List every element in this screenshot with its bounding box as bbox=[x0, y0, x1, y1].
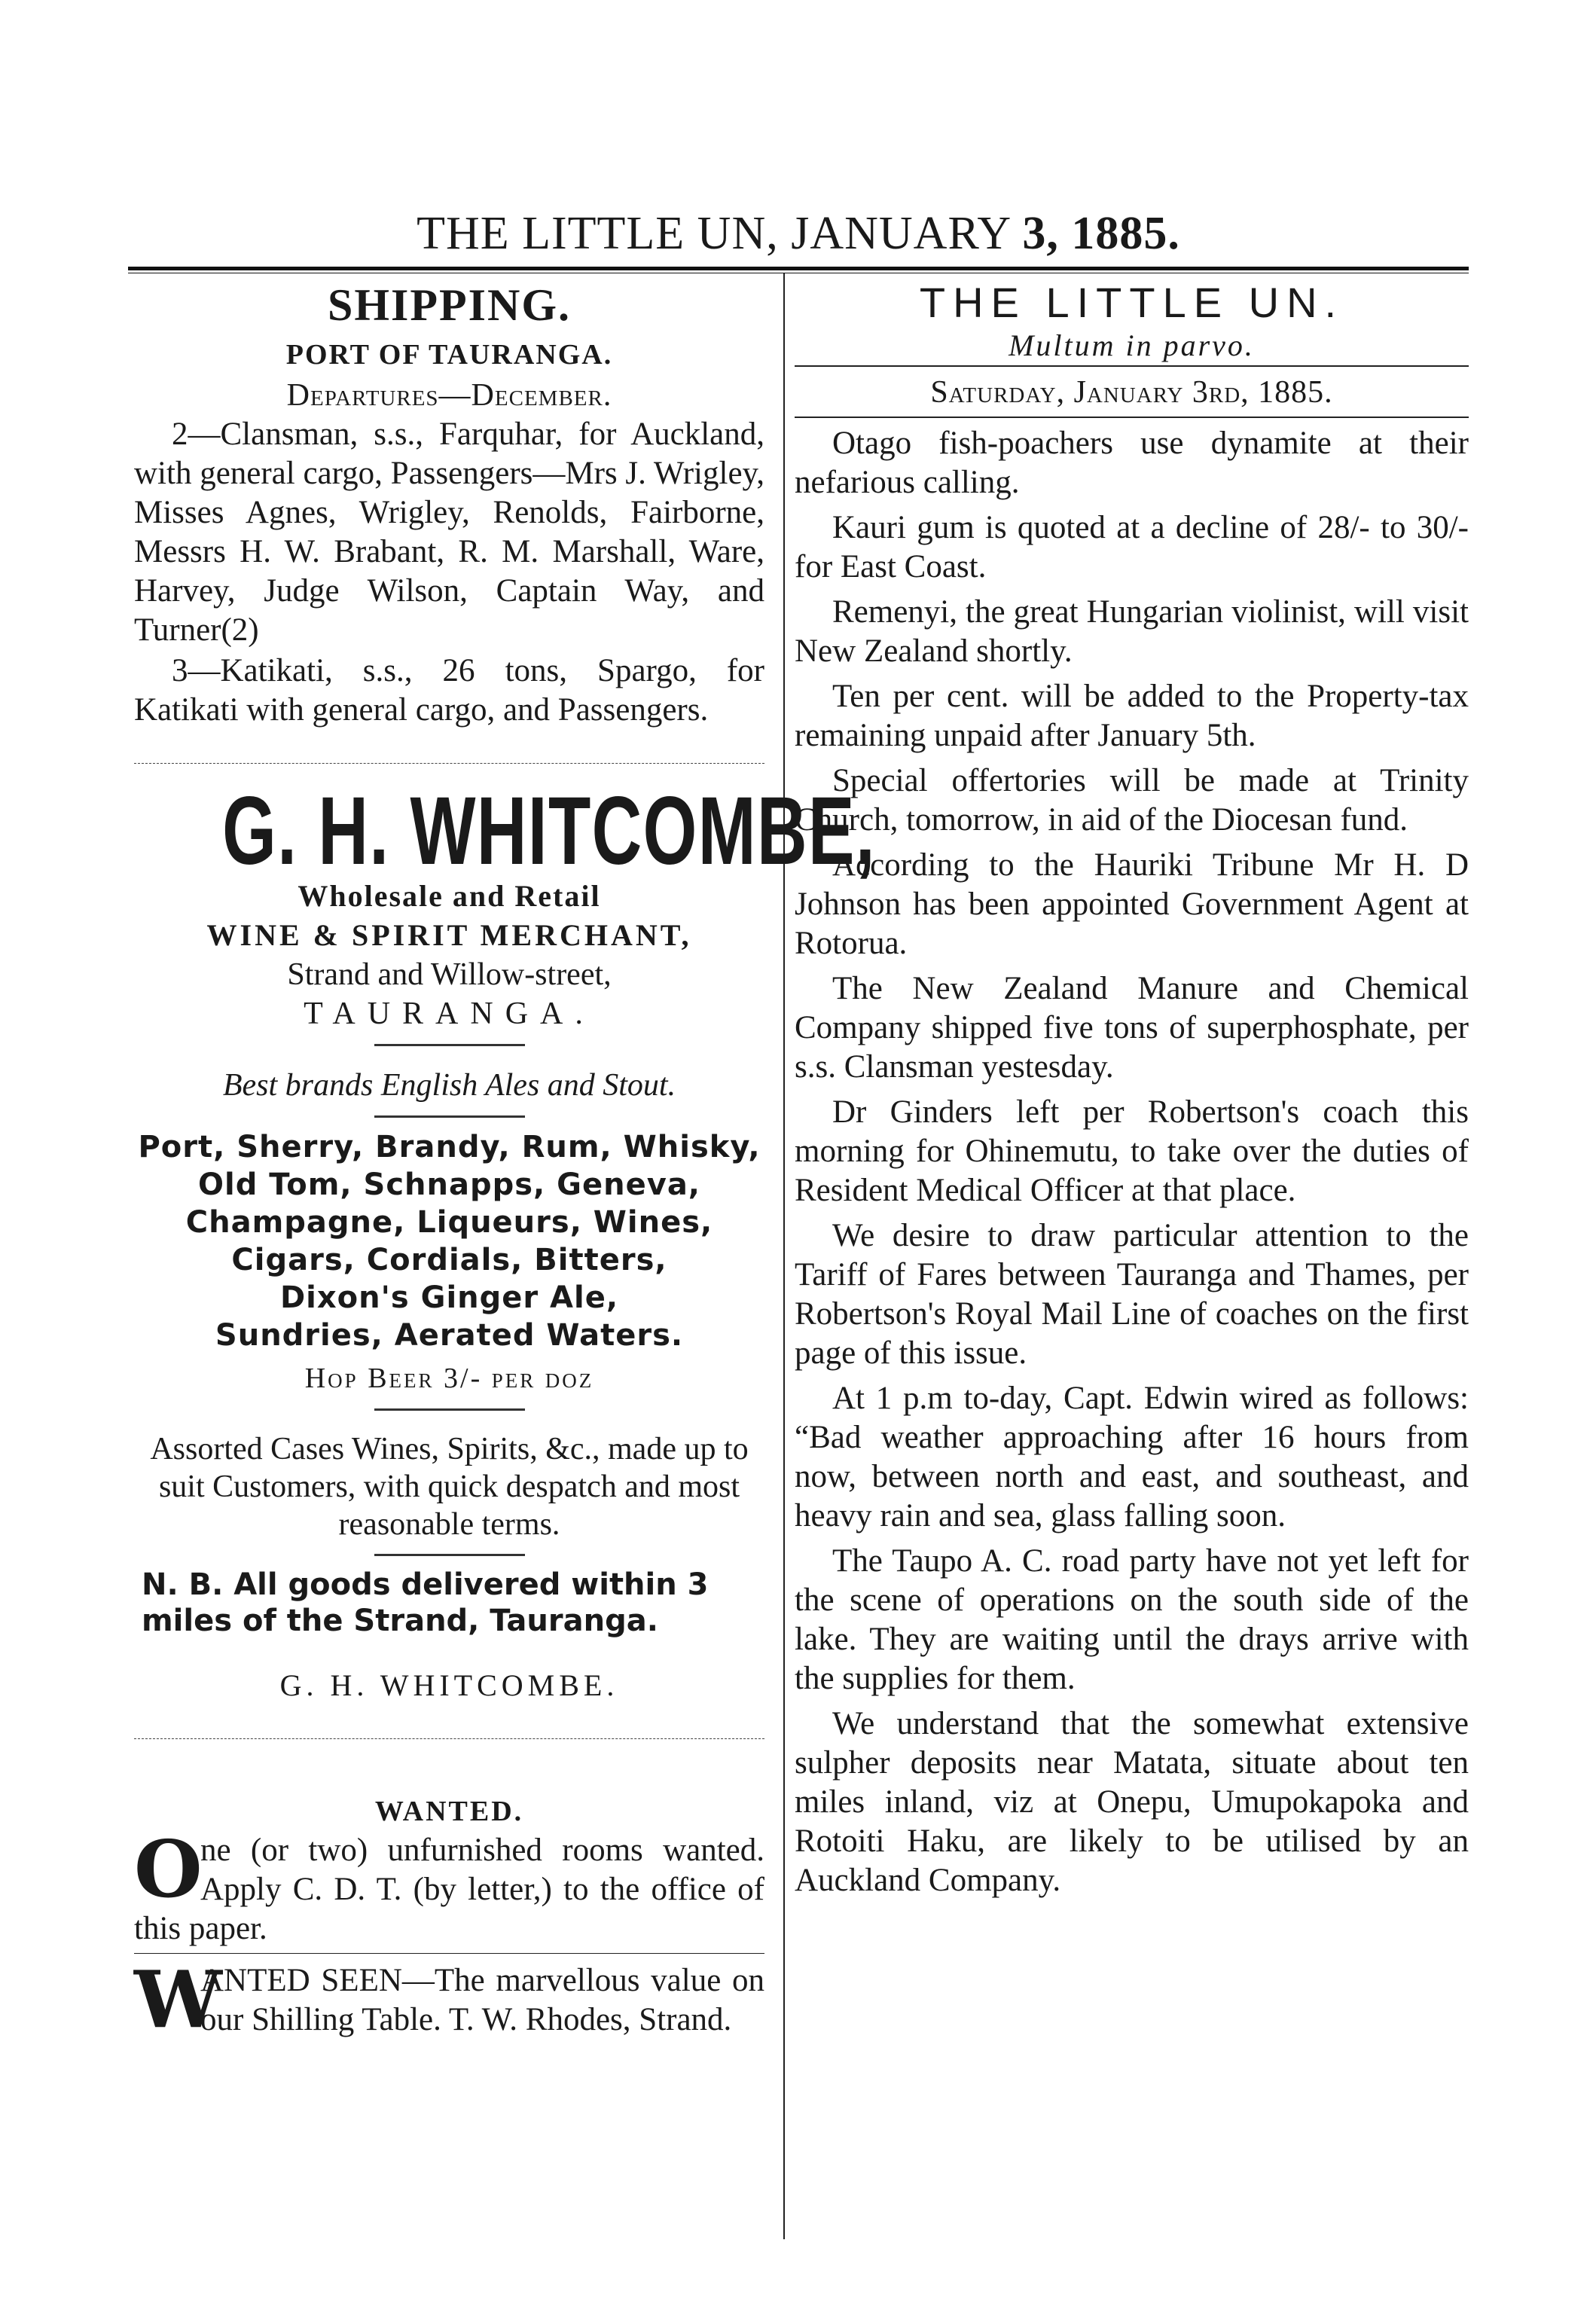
ornament-rule bbox=[374, 1044, 525, 1046]
header-rule bbox=[128, 267, 1469, 273]
advert-address: Strand and Willow-street, bbox=[287, 957, 612, 992]
goods-line: Old Tom, Schnapps, Geneva, bbox=[197, 1167, 700, 1202]
news-item: Special offertories will be made at Trinity Church, tomorrow, in aid of the Diocesan fund. bbox=[795, 763, 1469, 838]
news-item: At 1 p.m to-day, Capt. Edwin wired as follows: “Bad weather approaching after 16 hours from now, between north and east, and southeast, and heavy rain and sea, glass falling soon. bbox=[795, 1381, 1469, 1533]
wanted-seen-notice bbox=[134, 1953, 764, 2046]
news-items bbox=[795, 424, 1469, 1900]
title-rule bbox=[795, 365, 1469, 367]
news-item: Kauri gum is quoted at a decline of 28/- to 30/- for East Coast. bbox=[795, 510, 1469, 584]
issue-date: Saturday, January 3rd, 1885. bbox=[930, 375, 1333, 410]
whitcombe-advert bbox=[134, 777, 876, 1705]
news-item: We understand that the somewhat extensive sulpher deposits near Matata, situate about ten miles inland, viz at Onepu, Umupokapoka and Rotoiti Haku, are likely to be utilised by an Auckland Company. bbox=[795, 1706, 1469, 1898]
news-item: Otago fish-poachers use dynamite at their nefarious calling. bbox=[795, 426, 1469, 500]
dropcap-w: W bbox=[134, 1953, 222, 2046]
ornament-rule bbox=[374, 1115, 525, 1118]
notice-divider bbox=[134, 1953, 764, 1954]
advert-goods bbox=[134, 1128, 764, 1354]
goods-line: Cigars, Cordials, Bitters, bbox=[231, 1243, 667, 1277]
ornament-rule bbox=[374, 1554, 525, 1556]
left-column bbox=[128, 273, 876, 2239]
shipping-entry: 2—Clansman, s.s., Farquhar, for Auckland, with general cargo, Passengers—Mrs J. Wrigley, Misses Agnes, Wrigley, Renolds, Fairborne, Messrs H. W. Brabant, R. M. Marshall, Ware, Harvey, Judge Wilson, Captain Way, and Turner(2) bbox=[134, 417, 764, 648]
wanted-notice bbox=[134, 1823, 764, 1949]
masthead-title: THE LITTLE UN, bbox=[417, 208, 779, 259]
news-item: The New Zealand Manure and Chemical Company shipped five tons of superphosphate, per s.s. Clansman yestesday. bbox=[795, 971, 1469, 1085]
advert-signature: G. H. WHITCOMBE. bbox=[279, 1668, 619, 1702]
goods-line: Champagne, Liqueurs, Wines, bbox=[185, 1205, 713, 1240]
advert-nb: N. B. All goods delivered within 3 miles of the Strand, Tauranga. bbox=[142, 1567, 709, 1638]
right-column bbox=[772, 273, 1469, 2239]
advert-brands: Best brands English Ales and Stout. bbox=[222, 1068, 676, 1103]
port-heading: PORT OF TAURANGA. bbox=[285, 339, 613, 371]
paper-motto: Multum in parvo. bbox=[1009, 328, 1255, 362]
wanted-text: ne (or two) unfurnished rooms wanted. Apply C. D. T. (by letter,) to the office of this paper. bbox=[134, 1833, 764, 1946]
wanted-heading: WANTED. bbox=[374, 1796, 524, 1827]
news-item: Ten per cent. will be added to the Property-tax remaining unpaid after January 5th. bbox=[795, 679, 1469, 753]
dropcap-o: O bbox=[134, 1823, 203, 1915]
shipping-heading: SHIPPING. bbox=[327, 280, 572, 330]
section-divider bbox=[134, 763, 764, 764]
news-item: Remenyi, the great Hungarian violinist, will visit New Zealand shortly. bbox=[795, 594, 1469, 669]
masthead-date: 3, 1885. bbox=[1022, 208, 1180, 259]
news-item: We desire to draw particular attention to the Tariff of Fares between Tauranga and Thames, per Robertson's Royal Mail Line of coaches on the first page of this issue. bbox=[795, 1218, 1469, 1371]
goods-line: Port, Sherry, Brandy, Rum, Whisky, bbox=[138, 1130, 761, 1164]
ornament-rule bbox=[374, 1408, 525, 1411]
advert-town: TAURANGA. bbox=[304, 996, 595, 1031]
news-item: The Taupo A. C. road party have not yet left for the scene of operations on the south side of the lake. They are waiting until the drays arrive with the supplies for them. bbox=[795, 1543, 1469, 1696]
columns bbox=[128, 273, 1469, 2239]
shipping-entry: 3—Katikati, s.s., 26 tons, Spargo, for Katikati with general cargo, and Passengers. bbox=[134, 653, 764, 728]
column-divider bbox=[783, 273, 785, 2239]
news-item: According to the Hauriki Tribune Mr H. D Johnson has been appointed Government Agent at Rotorua. bbox=[795, 847, 1469, 961]
goods-line: Dixon's Ginger Ale, bbox=[279, 1280, 619, 1315]
page-header bbox=[128, 203, 1469, 264]
news-item: Dr Ginders left per Robertson's coach this morning for Ohinemutu, to take over the duties of Resident Medical Officer at that place. bbox=[795, 1094, 1469, 1208]
wanted-seen-text: ANTED SEEN—The marvellous value on our Shilling Table. T. W. Rhodes, Strand. bbox=[200, 1963, 764, 2037]
date-rule bbox=[795, 417, 1469, 418]
departures-heading: Departures—December. bbox=[286, 378, 612, 413]
advert-assorted: Assorted Cases Wines, Spirits, &c., made up to suit Customers, with quick despatch and most reasonable terms. bbox=[150, 1432, 749, 1542]
advert-line1: Wholesale and Retail bbox=[298, 879, 601, 913]
advert-line2: WINE & SPIRIT MERCHANT, bbox=[206, 918, 692, 952]
section-divider bbox=[134, 1738, 764, 1739]
advert-name: G. H. WHITCOMBE, bbox=[222, 777, 876, 885]
goods-line: Sundries, Aerated Waters. bbox=[215, 1318, 684, 1353]
paper-title: THE LITTLE UN. bbox=[919, 279, 1344, 326]
advert-hop-beer: Hop Beer 3/- per doz bbox=[304, 1363, 594, 1394]
masthead-month: JANUARY bbox=[791, 208, 1010, 259]
newspaper-page bbox=[128, 203, 1469, 2252]
